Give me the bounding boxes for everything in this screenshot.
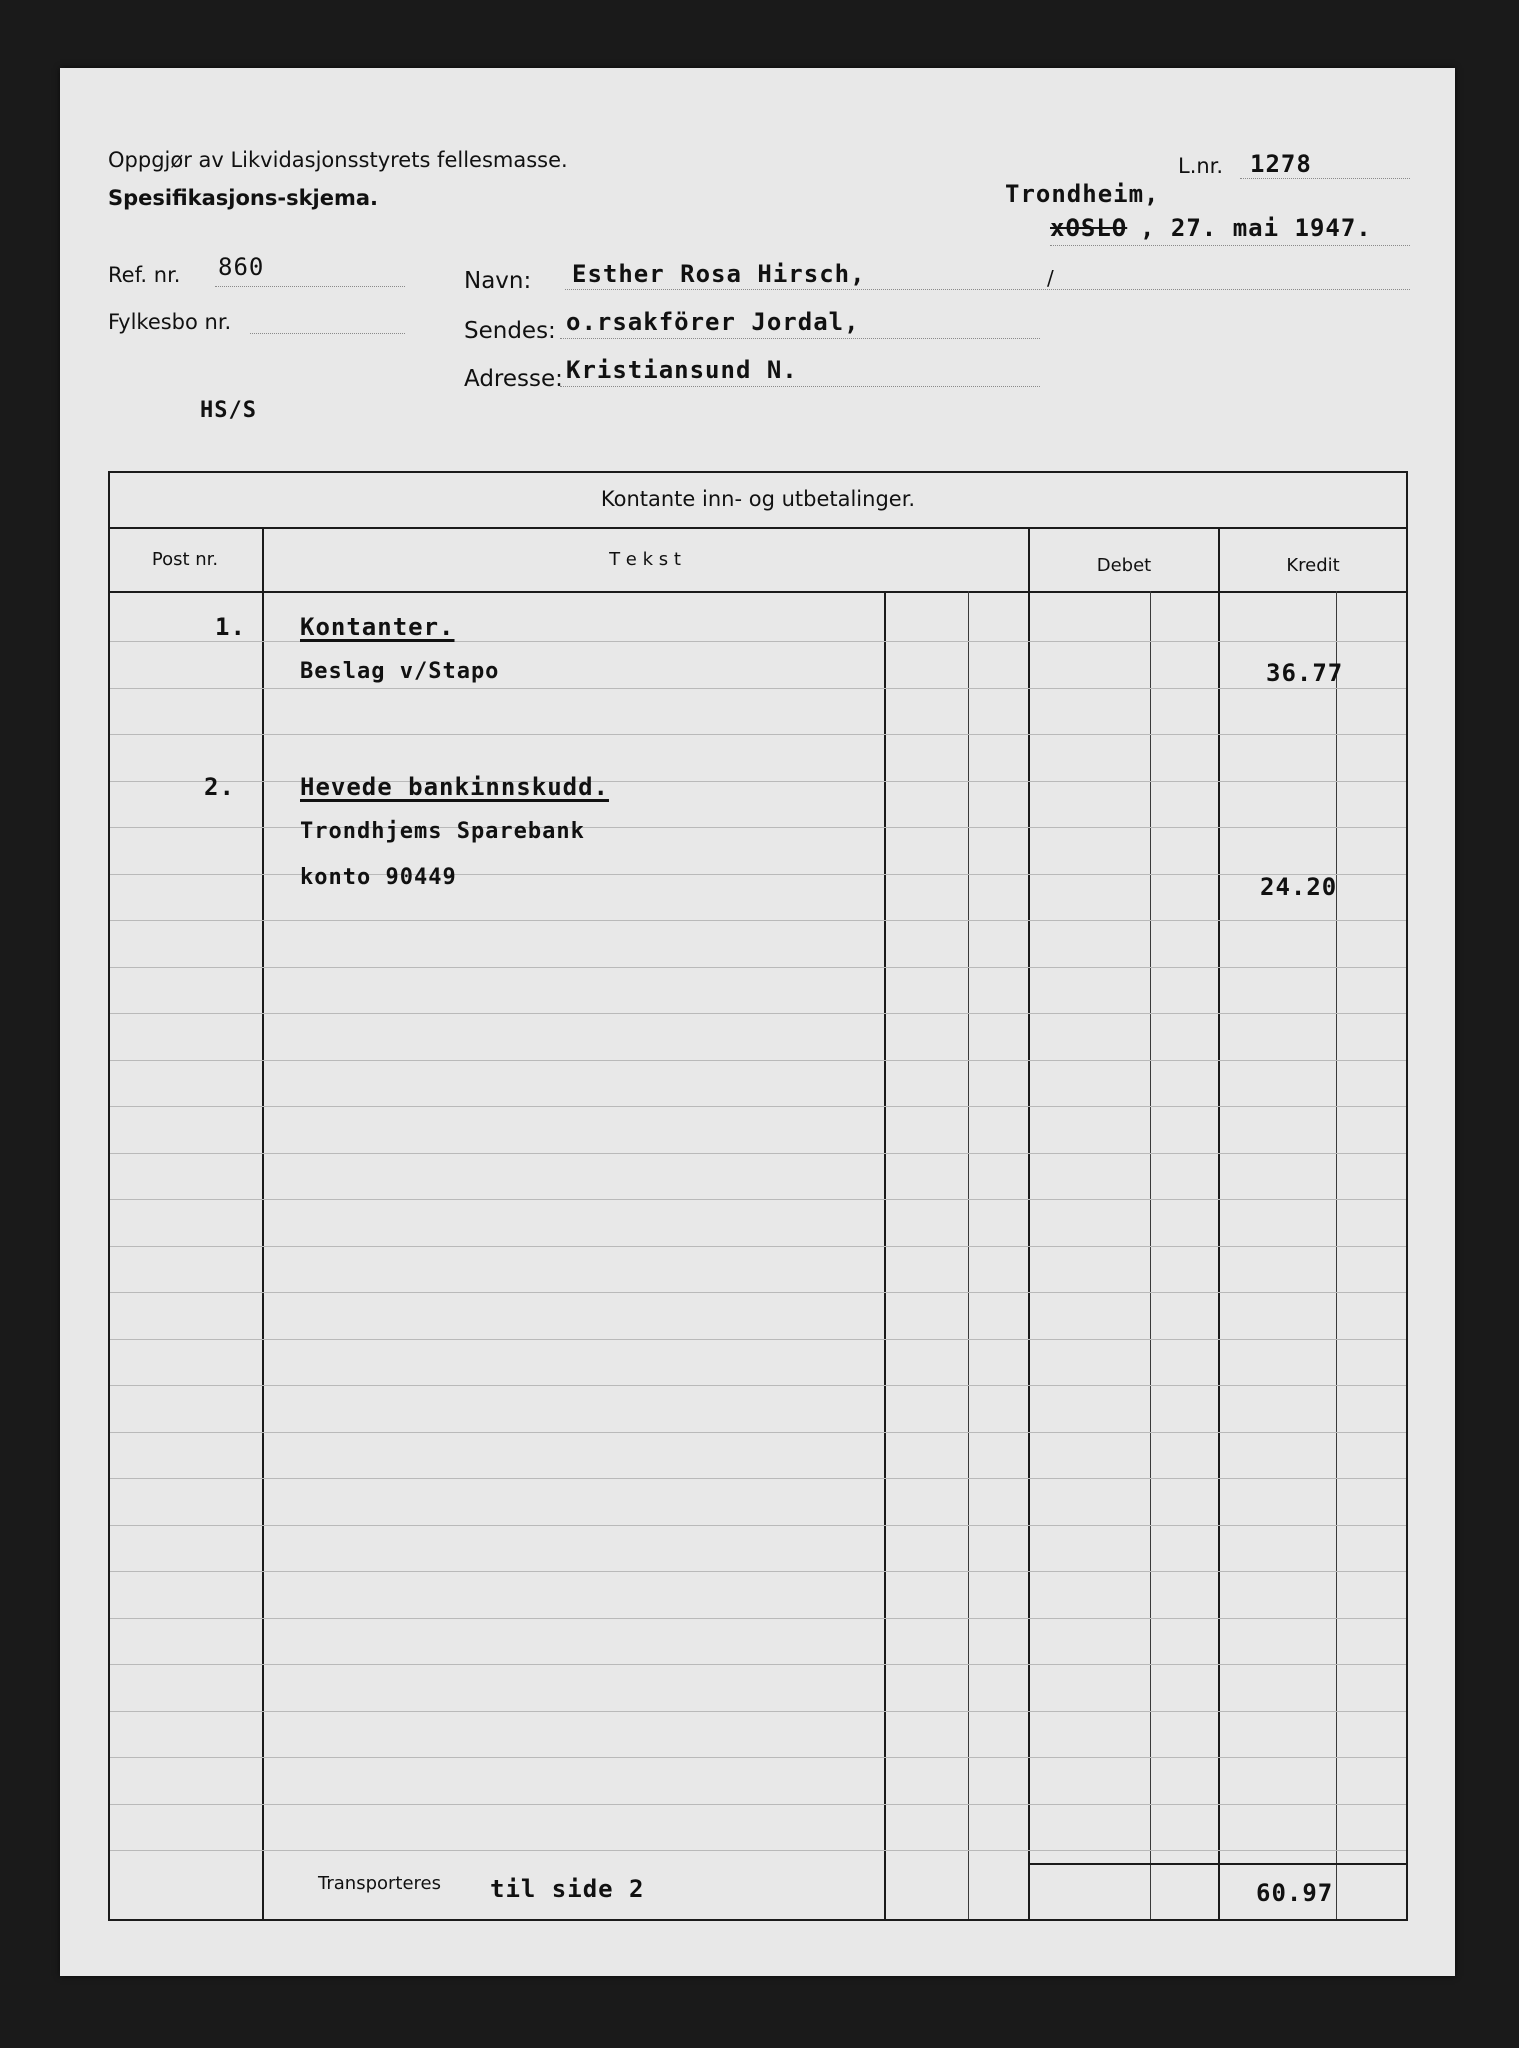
ledger-table xyxy=(108,471,1408,1921)
ruled-line xyxy=(110,1711,1406,1712)
ruled-line xyxy=(110,1525,1406,1526)
ref-label: Ref. nr. xyxy=(108,263,181,287)
entry-2-kredit: 24.20 xyxy=(1260,873,1338,901)
ruled-line xyxy=(110,1850,1406,1851)
adresse-value: Kristiansund N. xyxy=(566,356,798,384)
col-header-tekst: T e k s t xyxy=(609,549,681,570)
adresse-label: Adresse: xyxy=(464,366,563,392)
ruled-line xyxy=(110,1292,1406,1293)
place-struck: xOSLO xyxy=(1050,214,1128,242)
col-line-inner-1 xyxy=(884,591,886,1919)
footer-text: til side 2 xyxy=(490,1875,645,1903)
sendes-line xyxy=(560,338,1040,339)
table-title: Kontante inn- og utbetalinger. xyxy=(600,487,916,511)
adresse-line xyxy=(560,386,1040,387)
ruled-line xyxy=(110,1246,1406,1247)
ruled-line xyxy=(110,1804,1406,1805)
date-line xyxy=(1050,245,1410,246)
footer-kredit-total: 60.97 xyxy=(1256,1879,1334,1907)
navn-label: Navn: xyxy=(464,268,532,294)
title-divider xyxy=(110,527,1406,529)
place-typed: Trondheim, xyxy=(1005,180,1160,208)
initials: HS/S xyxy=(200,398,257,423)
entry-2-line-2: konto 90449 xyxy=(300,865,457,890)
footer-label: Transporteres xyxy=(318,1873,441,1894)
ruled-line xyxy=(110,1571,1406,1572)
entry-2-post: 2. xyxy=(204,773,235,801)
sendes-label: Sendes: xyxy=(464,318,556,344)
kredit-ore-line xyxy=(1336,591,1337,1919)
ruled-line xyxy=(110,1153,1406,1154)
ruled-line xyxy=(110,920,1406,921)
total-line xyxy=(1028,1863,1406,1865)
ruled-line xyxy=(110,1478,1406,1479)
ruled-line xyxy=(110,1339,1406,1340)
ruled-line xyxy=(110,1664,1406,1665)
col-header-post: Post nr. xyxy=(151,549,219,570)
ruled-line xyxy=(110,1757,1406,1758)
entry-1-heading: Kontanter. xyxy=(300,613,455,641)
lnr-label: L.nr. xyxy=(1178,154,1224,178)
lnr-line xyxy=(1240,178,1410,179)
col-header-kredit: Kredit xyxy=(1286,555,1340,576)
navn-value: Esther Rosa Hirsch, xyxy=(572,260,866,288)
col-line-inner-2 xyxy=(968,591,969,1919)
ruled-line xyxy=(110,1060,1406,1061)
ruled-line xyxy=(110,1013,1406,1014)
ruled-line xyxy=(110,1199,1406,1200)
document-page xyxy=(60,68,1455,1976)
entry-2-heading: Hevede bankinnskudd. xyxy=(300,773,609,801)
lnr-value: 1278 xyxy=(1250,150,1312,178)
ruled-line xyxy=(110,641,1406,642)
ruled-line xyxy=(110,688,1406,689)
fylkesbo-line xyxy=(250,333,405,334)
entry-1-post: 1. xyxy=(215,613,246,641)
ruled-line xyxy=(110,1106,1406,1107)
col-header-debet: Debet xyxy=(1096,555,1152,576)
debet-ore-line xyxy=(1150,591,1151,1919)
ruled-line xyxy=(110,1432,1406,1433)
form-title: Oppgjør av Likvidasjonsstyrets fellesmasse. xyxy=(108,148,568,172)
navn-mark: / xyxy=(1047,266,1054,290)
entry-1-kredit: 36.77 xyxy=(1266,659,1344,687)
ruled-line xyxy=(110,734,1406,735)
date-value: , 27. mai 1947. xyxy=(1140,214,1372,242)
ruled-line xyxy=(110,1385,1406,1386)
entry-2-line-1: Trondhjems Sparebank xyxy=(300,819,585,844)
ref-value: 860 xyxy=(218,253,265,281)
ruled-line xyxy=(110,967,1406,968)
ruled-line xyxy=(110,1618,1406,1619)
sendes-value: o.rsakförer Jordal, xyxy=(566,308,860,336)
form-subtitle: Spesifikasjons-skjema. xyxy=(108,186,379,210)
navn-line xyxy=(565,289,1410,290)
fylkesbo-label: Fylkesbo nr. xyxy=(108,310,232,334)
header-divider xyxy=(110,591,1406,593)
ref-line xyxy=(215,286,405,287)
entry-1-line-1: Beslag v/Stapo xyxy=(300,659,500,684)
